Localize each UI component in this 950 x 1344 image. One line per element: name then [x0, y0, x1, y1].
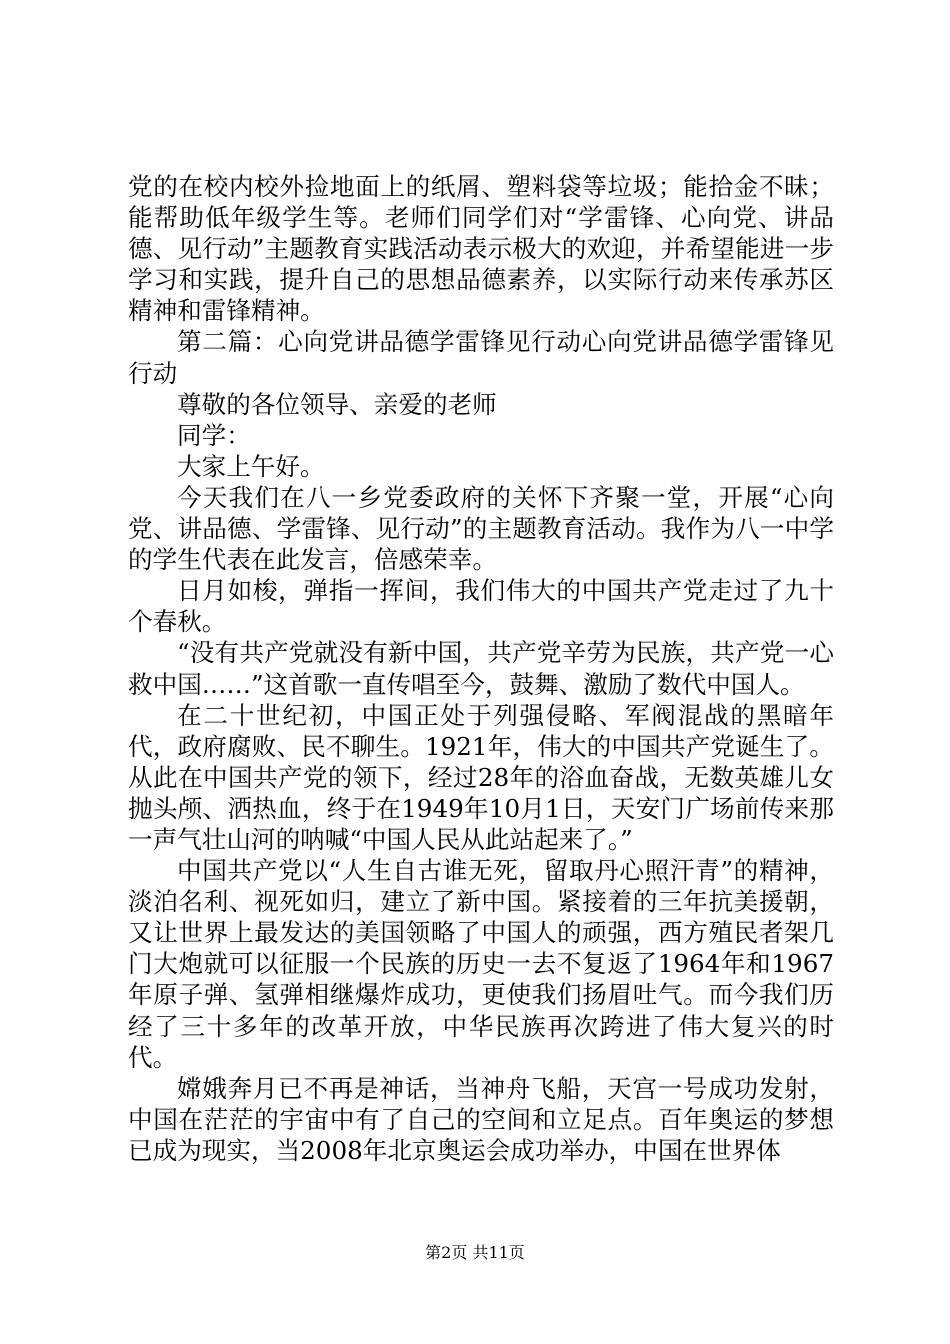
paragraph: 在二十世纪初，中国正处于列强侵略、军阀混战的黑暗年代，政府腐败、民不聊生。1921年，伟大的中国共产党诞生了。从此在中国共产党的领下，经过28年的浴血奋战，无数英雄儿女抛头颅、洒热血，终于在1949年10月1日，天安门广场前传来那一声气壮山河的呐喊“中国人民从此站起来了。” [128, 700, 834, 854]
paragraph: 党的在校内校外捡地面上的纸屑、塑料袋等垃圾；能拾金不昧；能帮助低年级学生等。老师们同学们对“学雷锋、心向党、讲品德、见行动”主题教育实践活动表示极大的欢迎，并希望能进一步学习和实践，提升自己的思想品德素养，以实际行动来传承苏区精神和雷锋精神。 [128, 172, 834, 326]
salutation: 尊敬的各位领导、亲爱的老师 [177, 389, 497, 419]
paragraph: 今天我们在八一乡党委政府的关怀下齐聚一堂，开展“心向党、讲品德、学雷锋、见行动”的主题教育活动。我作为八一中学的学生代表在此发言，倍感荣幸。 [128, 482, 834, 575]
salutation: 同学： [177, 420, 251, 450]
section-heading: 第二篇：心向党讲品德学雷锋见行动心向党讲品德学雷锋见行动 [128, 327, 834, 388]
paragraph: 嫦娥奔月已不再是神话，当神舟飞船，天宫一号成功发射，中国在茫茫的宇宙中有了自己的空间和立足点。百年奥运的梦想已成为现实，当2008年北京奥运会成功举办，中国在世界体 [128, 1073, 834, 1165]
paragraph: 日月如梭，弹指一挥间，我们伟大的中国共产党走过了九十个春秋。 [128, 576, 834, 637]
paragraph: 中国共产党以“人生自古谁无死，留取丹心照汗青”的精神，淡泊名利、视死如归，建立了新中国。紧接着的三年抗美援朝，又让世界上最发达的美国领略了中国人的顽强，西方殖民者架几门大炮就可以征服一个民族的历史一去不复返了1964年和1967年原子弹、氢弹相继爆炸成功，更使我们扬眉吐气。而今我们历经了三十多年的改革开放，中华民族再次跨进了伟大复兴的时代。 [128, 856, 834, 1072]
page-number-footer: 第2页 共11页 [425, 1243, 525, 1262]
document-body [128, 171, 834, 1166]
paragraph: “没有共产党就没有新中国，共产党辛劳为民族，共产党一心救中国……”这首歌一直传唱至今，鼓舞、激励了数代中国人。 [128, 638, 834, 699]
greeting: 大家上午好。 [177, 451, 325, 481]
